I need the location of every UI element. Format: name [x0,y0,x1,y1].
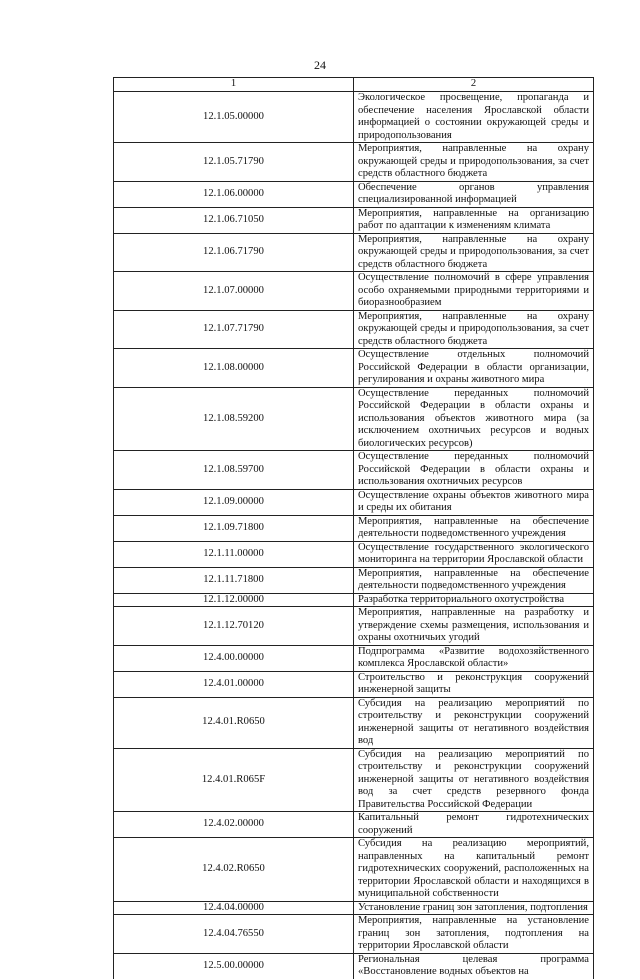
table-row [114,838,594,902]
row-description: Разработка территориального охотустройства [354,593,594,607]
row-code: 12.1.08.00000 [114,349,354,388]
row-description: Субсидия на реализацию мероприятий по строительству и реконструкции сооружений инженерной защиты от негативного воздействия вод [354,697,594,748]
row-code: 12.5.00.00000 [114,953,354,979]
row-description: Осуществление переданных полномочий Российской Федерации в области охраны и использования охотничьих ресурсов [354,451,594,490]
row-code: 12.1.07.00000 [114,272,354,311]
row-code: 12.4.01.00000 [114,671,354,697]
row-code: 12.4.01.R0650 [114,697,354,748]
row-description: Субсидия на реализацию мероприятий по строительству и реконструкции сооружений инженерной защиты от негативного воздействия вод за счет средств резервного фонда Правительства Российской Федерации [354,748,594,812]
table-row [114,812,594,838]
row-code: 12.1.07.71790 [114,310,354,349]
row-description: Мероприятия, направленные на разработку и утверждение схемы размещения, использования и охраны охотничьих угодий [354,607,594,646]
row-description: Мероприятия, направленные на охрану окружающей среды и природопользования, за счет средств областного бюджета [354,310,594,349]
table-row [114,901,594,915]
row-description: Мероприятия, направленные на обеспечение деятельности подведомственного учреждения [354,567,594,593]
table-row [114,515,594,541]
row-description: Экологическое просвещение, пропаганда и обеспечение населения Ярославской области информацией о состоянии окружающей среды и природопользования [354,92,594,143]
row-description: Осуществление государственного экологического мониторинга на территории Ярославской области [354,541,594,567]
table-row [114,207,594,233]
table-row [114,143,594,182]
row-code: 12.1.08.59200 [114,387,354,451]
row-code: 12.1.11.71800 [114,567,354,593]
row-code: 12.1.08.59700 [114,451,354,490]
table-row [114,349,594,388]
row-code: 12.4.04.00000 [114,901,354,915]
table-row [114,915,594,954]
row-description: Подпрограмма «Развитие водохозяйственного комплекса Ярославской области» [354,645,594,671]
row-code: 12.1.11.00000 [114,541,354,567]
row-description: Региональная целевая программа «Восстановление водных объектов на [354,953,594,979]
row-code: 12.4.02.00000 [114,812,354,838]
row-description: Осуществление полномочий в сфере управления особо охраняемыми природными территориями и биоразнообразием [354,272,594,311]
row-code: 12.4.01.R065F [114,748,354,812]
row-description: Субсидия на реализацию мероприятий, направленных на капитальный ремонт гидротехнических сооружений, расположенных на территории Ярославской области и находящихся в муниципальной собственности [354,838,594,902]
table-row [114,489,594,515]
row-description: Осуществление охраны объектов животного мира и среды их обитания [354,489,594,515]
row-description: Осуществление отдельных полномочий Российской Федерации в области организации, регулирования и охраны животного мира [354,349,594,388]
table-row [114,451,594,490]
table-row [114,92,594,143]
table-row [114,387,594,451]
table-row [114,593,594,607]
row-code: 12.4.04.76550 [114,915,354,954]
row-code: 12.1.09.71800 [114,515,354,541]
column-header-2: 2 [354,78,594,92]
row-code: 12.1.06.00000 [114,181,354,207]
row-code: 12.1.06.71790 [114,233,354,272]
row-description: Мероприятия, направленные на обеспечение деятельности подведомственного учреждения [354,515,594,541]
table-row [114,272,594,311]
row-code: 12.1.06.71050 [114,207,354,233]
table-row [114,541,594,567]
row-description: Капитальный ремонт гидротехнических сооружений [354,812,594,838]
table-row [114,645,594,671]
row-description: Обеспечение органов управления специализированной информацией [354,181,594,207]
row-description: Строительство и реконструкция сооружений инженерной защиты [354,671,594,697]
row-description: Мероприятия, направленные на охрану окружающей среды и природопользования, за счет средств областного бюджета [354,143,594,182]
row-description: Мероприятия, направленные на установление границ зон затопления, подтопления на территории Ярославской области [354,915,594,954]
table-row [114,607,594,646]
row-code: 12.4.00.00000 [114,645,354,671]
table-row [114,233,594,272]
row-description: Установление границ зон затопления, подтопления [354,901,594,915]
table-row [114,310,594,349]
row-code: 12.1.05.71790 [114,143,354,182]
table-row [114,567,594,593]
row-code: 12.1.12.70120 [114,607,354,646]
classification-table [113,77,594,980]
table-row [114,671,594,697]
row-code: 12.1.12.00000 [114,593,354,607]
row-code: 12.1.09.00000 [114,489,354,515]
table-header-row [114,78,594,92]
table-row [114,697,594,748]
row-code: 12.1.05.00000 [114,92,354,143]
row-description: Мероприятия, направленные на охрану окружающей среды и природопользования, за счет средств областного бюджета [354,233,594,272]
column-header-1: 1 [114,78,354,92]
table-row [114,181,594,207]
table-row [114,953,594,979]
page-number: 24 [314,58,326,72]
row-description: Мероприятия, направленные на организацию работ по адаптации к изменениям климата [354,207,594,233]
row-description: Осуществление переданных полномочий Российской Федерации в области охраны и использования объектов животного мира (за исключением охотничьих ресурсов и водных биологических ресурсов) [354,387,594,451]
row-code: 12.4.02.R0650 [114,838,354,902]
table-row [114,748,594,812]
